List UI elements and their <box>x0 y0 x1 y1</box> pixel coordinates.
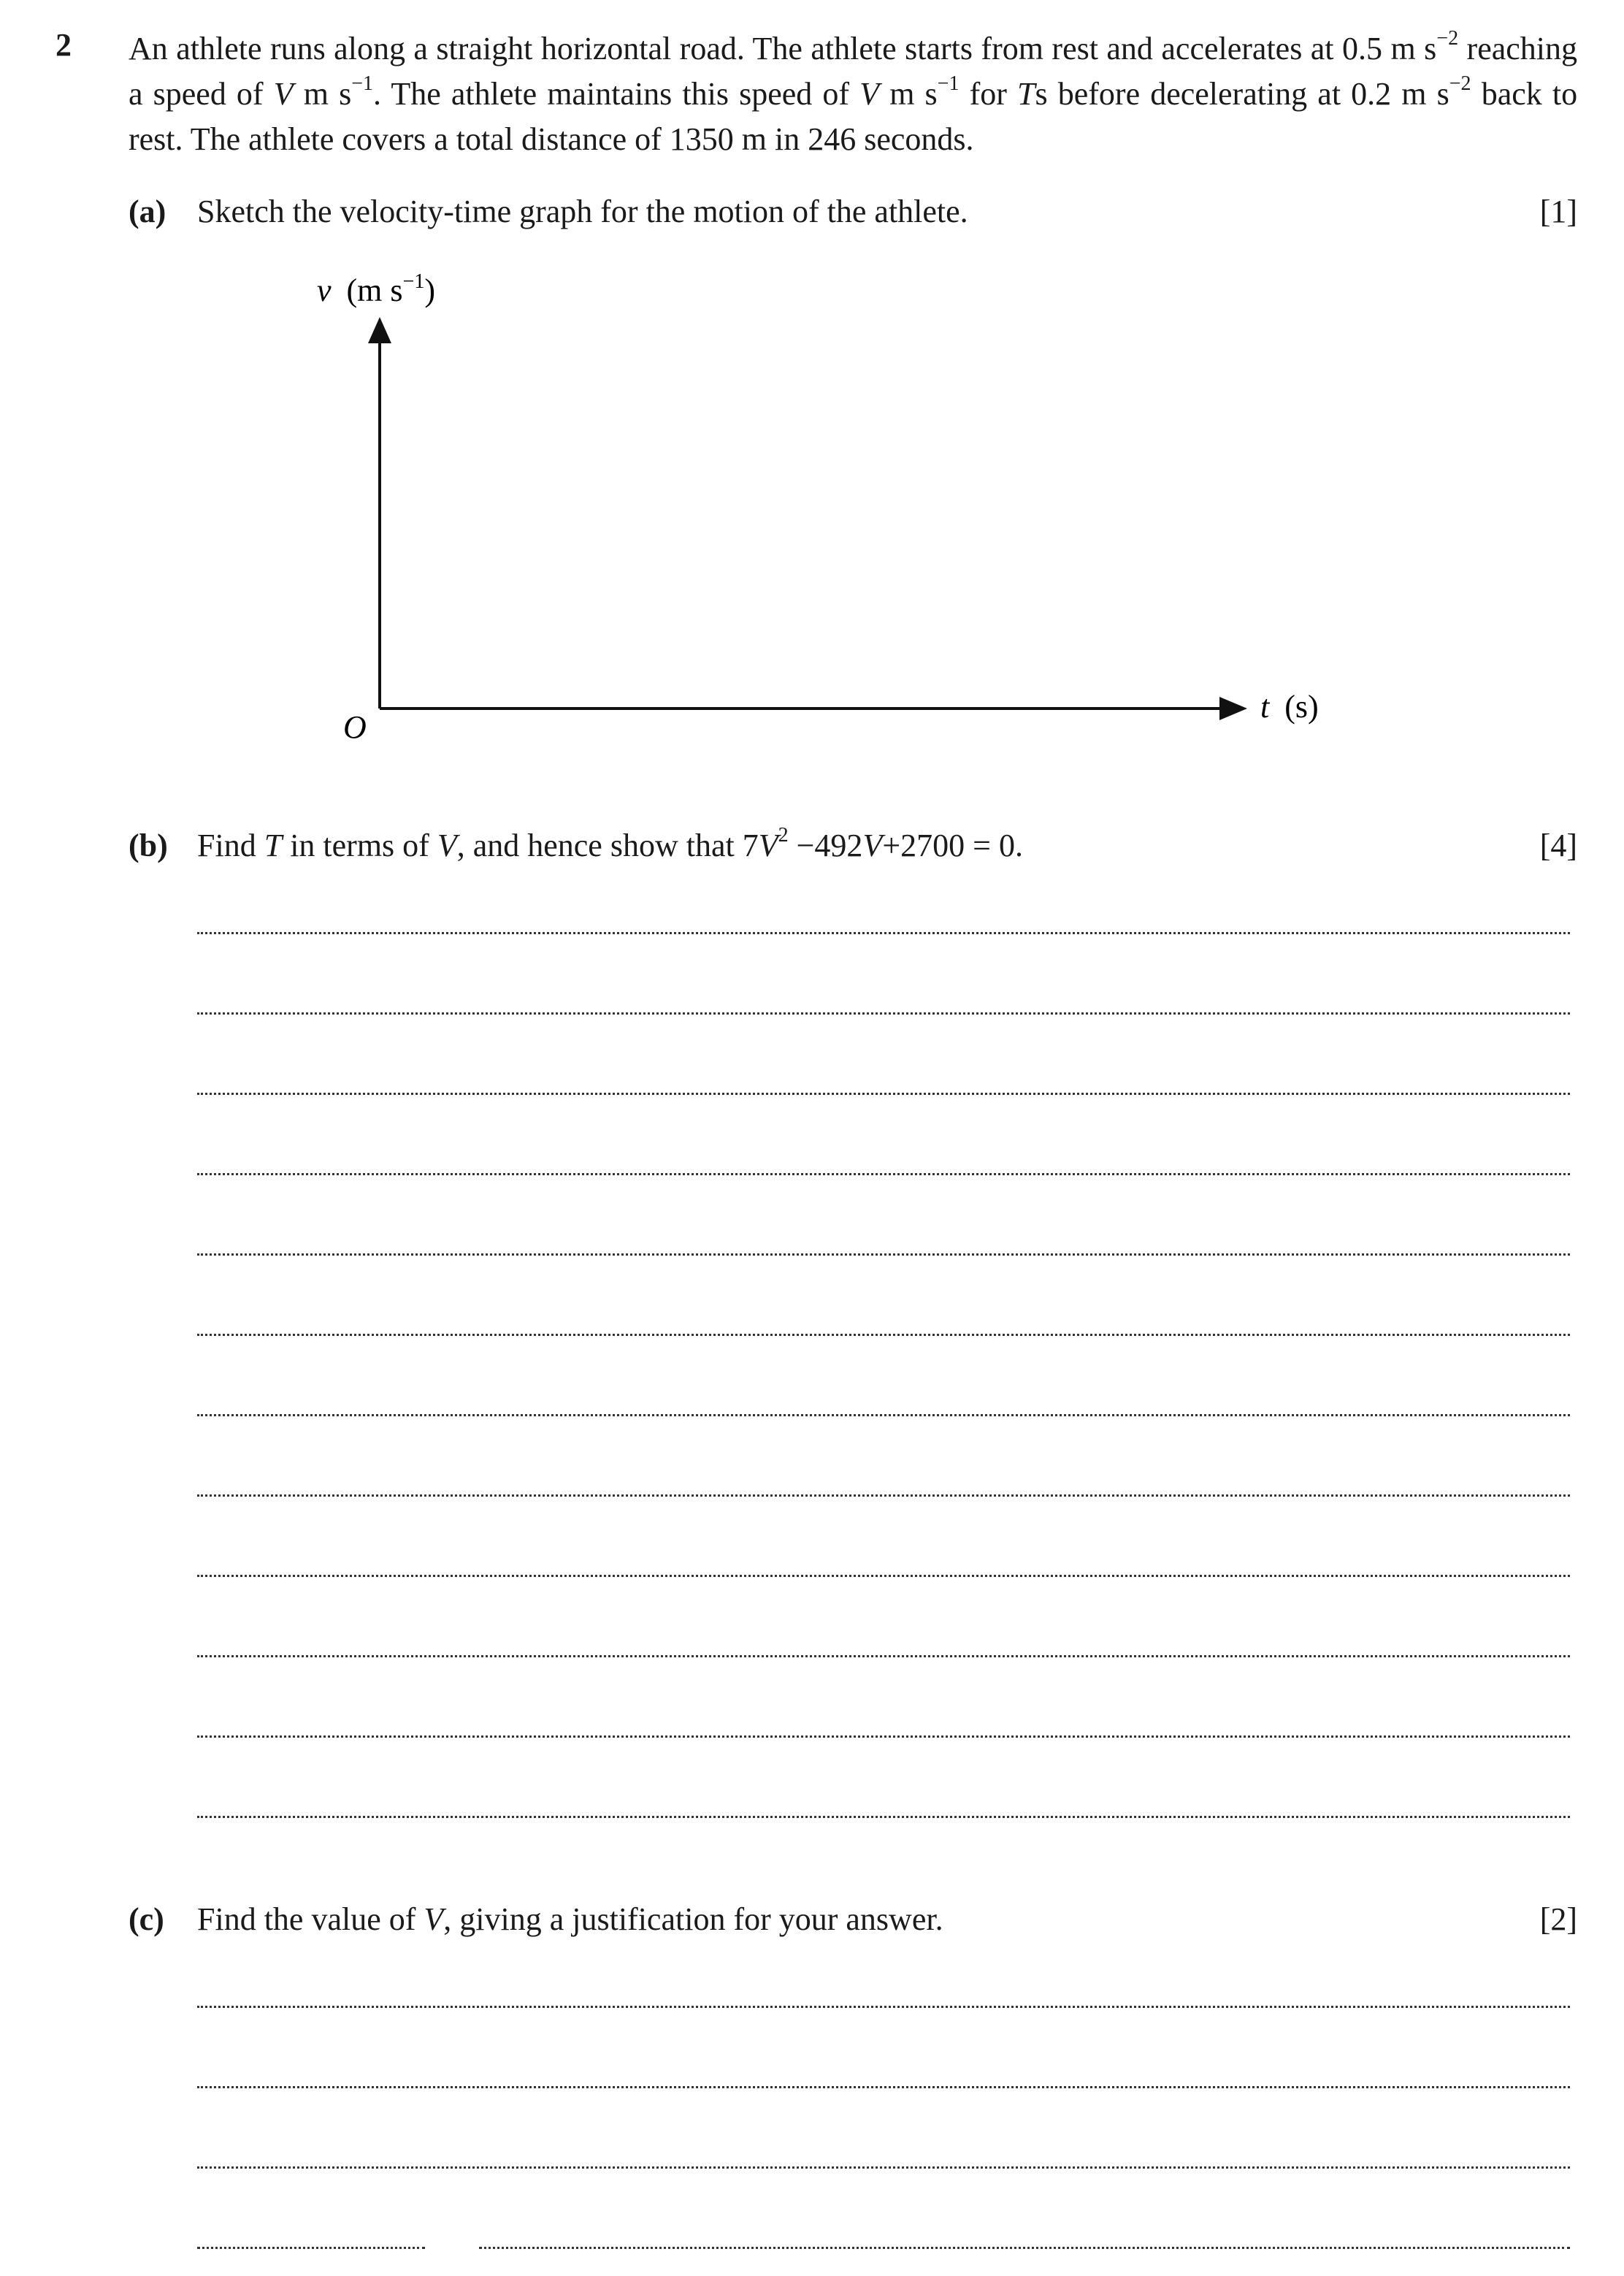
part-c-marks: [2] <box>1539 1901 1577 1937</box>
origin-label: O <box>343 709 367 745</box>
answer-line[interactable] <box>197 1494 1570 1497</box>
question-stem: An athlete runs along a straight horizontal road. The athlete starts from rest and accelerates at 0.5 m $s^{-2}$ reaching a speed of V m $s^{-1}$. The athlete maintains this speed of V m $s^{-1}$ for Ts before decelerating at 0.2 m $s^{-2}$ back to rest. The athlete covers a total distance of 1350 m in 246 seconds. <box>129 27 1578 157</box>
answer-line[interactable] <box>197 2247 425 2249</box>
part-a-text: Sketch the velocity-time graph for the motion of the athlete. <box>197 194 968 229</box>
part-b <box>129 825 1577 866</box>
part-c-text: Find the value of V, giving a justification for your answer. <box>197 1901 943 1937</box>
answer-line[interactable] <box>197 1334 1570 1336</box>
answer-line[interactable] <box>197 1735 1570 1738</box>
part-a-marks: [1] <box>1539 194 1577 229</box>
answer-line[interactable] <box>197 932 1570 934</box>
answer-line[interactable] <box>197 1816 1570 1818</box>
answer-line[interactable] <box>197 1575 1570 1577</box>
answer-line[interactable] <box>197 2166 1570 2169</box>
part-c-label: (c) <box>129 1901 164 1937</box>
answer-line[interactable] <box>197 2086 1570 2088</box>
answer-line[interactable] <box>197 1093 1570 1095</box>
part-c <box>129 1899 1577 1940</box>
y-axis-arrow <box>368 317 391 343</box>
answer-line[interactable] <box>479 2247 1570 2249</box>
answer-line[interactable] <box>197 1253 1570 1256</box>
part-a <box>129 191 1577 232</box>
answer-line[interactable] <box>197 1414 1570 1416</box>
part-b-label: (b) <box>129 828 168 863</box>
question-number: 2 <box>55 27 72 63</box>
answer-line[interactable] <box>197 1012 1570 1015</box>
answer-line[interactable] <box>197 1655 1570 1657</box>
y-axis-label: v (m $s^{-1}$) <box>317 270 435 308</box>
part-b-text: Find T in terms of V, and hence show that $7V^2 -492V+2700 = 0$. <box>197 824 1023 863</box>
answer-line[interactable] <box>197 2006 1570 2008</box>
answer-line[interactable] <box>197 1173 1570 1175</box>
part-a-label: (a) <box>129 194 166 229</box>
part-b-marks: [4] <box>1539 828 1577 863</box>
x-axis-arrow <box>1219 697 1247 720</box>
x-axis-label: t (s) <box>1260 689 1319 725</box>
